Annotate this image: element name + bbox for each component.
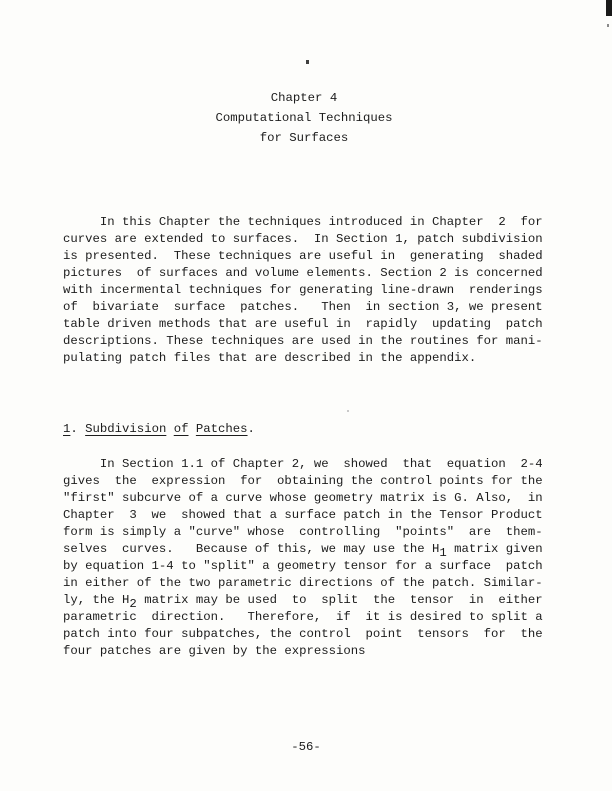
text-line: pulating patch files that are described in the appendix. — [63, 351, 477, 365]
text-line: is presented. These techniques are useful in generating shaded — [63, 249, 543, 263]
heading-segment — [189, 422, 196, 436]
text-line: gives the expression for obtaining the control points for the — [63, 474, 543, 488]
heading-segment: Patches — [195, 422, 248, 436]
scan-corner-mark — [606, 0, 612, 16]
text-line: of bivariate surface patches. Then in section 3, we present — [63, 300, 543, 314]
text-line: In this Chapter the techniques introduced in Chapter 2 for — [63, 215, 543, 229]
text-line: by equation 1-4 to "split" a geometry tensor for a surface patch — [63, 559, 543, 573]
text-line: descriptions. These techniques are used in the routines for mani- — [63, 334, 543, 348]
text-line: four patches are given by the expressions — [63, 644, 366, 658]
text-line: selves curves. Because of this, we may use the H1 matrix given — [63, 542, 543, 560]
text-line: curves are extended to surfaces. In Section 1, patch subdivision — [63, 232, 543, 246]
text-line: parametric direction. Therefore, if it is desired to split a — [63, 610, 543, 624]
heading-segment: Subdivision — [85, 422, 167, 436]
heading-segment — [166, 422, 173, 436]
text-line: In Section 1.1 of Chapter 2, we showed that equation 2-4 — [63, 457, 543, 471]
heading-segment: . — [247, 422, 255, 436]
chapter-title — [63, 88, 545, 148]
text-line: ly, the H2 matrix may be used to split the tensor in either — [63, 593, 543, 611]
page-number: -56- — [291, 740, 321, 754]
text-line: "first" subcurve of a curve whose geometry matrix is G. Also, in — [63, 491, 543, 505]
text-line: Computational Techniques — [215, 111, 393, 125]
text-line: Chapter 3 we showed that a surface patch in the Tensor Product — [63, 508, 543, 522]
paragraph-intro — [63, 214, 543, 367]
text-line: patch into four subpatches, the control point tensors for the — [63, 627, 543, 641]
text-line: Chapter 4 — [270, 91, 338, 105]
heading-segment: of — [173, 422, 189, 436]
text-line: with incermental techniques for generating line-drawn renderings — [63, 283, 543, 297]
scan-speck-right — [607, 24, 609, 27]
text-line: for Surfaces — [259, 131, 349, 145]
scan-speck-mid — [347, 410, 349, 412]
text-line: form is simply a "curve" whose controlling "points" are them- — [63, 525, 543, 539]
subscript: 1 — [439, 545, 447, 560]
text-line: pictures of surfaces and volume elements. Section 2 is concerned — [63, 266, 543, 280]
text-line: table driven methods that are useful in rapidly updating patch — [63, 317, 543, 331]
text-line: in either of the two parametric directions of the patch. Similar- — [63, 576, 543, 590]
paragraph-subdivision — [63, 456, 543, 660]
heading-segment: 1 — [63, 422, 71, 436]
subscript: 2 — [129, 596, 137, 611]
section-heading — [63, 421, 255, 438]
scan-dot-above-title — [306, 60, 309, 64]
heading-segment: . — [70, 422, 86, 436]
